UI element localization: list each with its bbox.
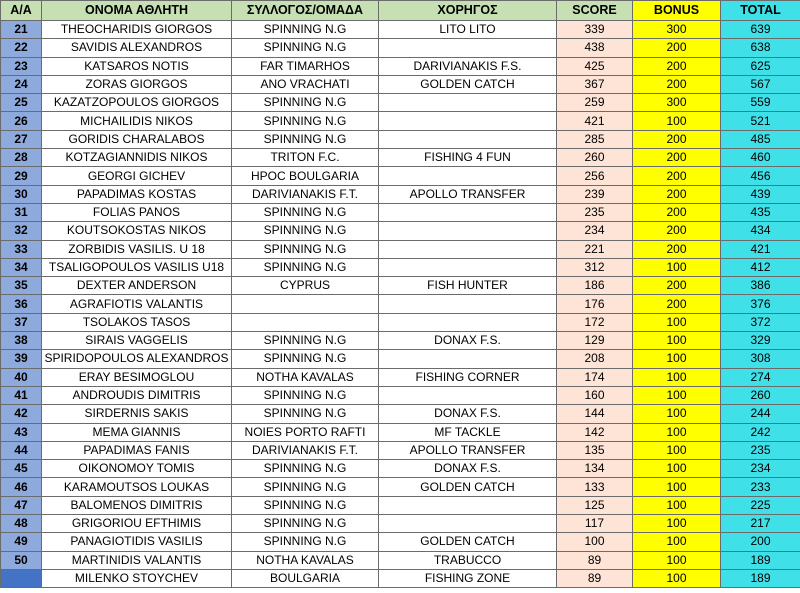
- cell-bonus: 200: [633, 75, 721, 93]
- cell-score: 125: [557, 496, 633, 514]
- cell-bonus: 100: [633, 368, 721, 386]
- cell-club: SPINNING N.G: [232, 222, 379, 240]
- cell-score: 134: [557, 460, 633, 478]
- cell-name: ERAY BESIMOGLOU: [42, 368, 232, 386]
- cell-aa: 26: [1, 112, 42, 130]
- cell-score: 133: [557, 478, 633, 496]
- cell-name: GORIDIS CHARALABOS: [42, 130, 232, 148]
- cell-total: 386: [721, 277, 800, 295]
- cell-aa: 30: [1, 185, 42, 203]
- cell-club: SPINNING N.G: [232, 460, 379, 478]
- cell-club: CYPRUS: [232, 277, 379, 295]
- cell-sponsor: GOLDEN CATCH: [379, 533, 557, 551]
- cell-aa: 24: [1, 75, 42, 93]
- cell-name: TSOLAKOS TASOS: [42, 313, 232, 331]
- table-row: [1, 39, 800, 57]
- cell-total: 233: [721, 478, 800, 496]
- table-row: [1, 515, 800, 533]
- cell-name: ZORBIDIS VASILIS. U 18: [42, 240, 232, 258]
- cell-bonus: 200: [633, 130, 721, 148]
- table-row: [1, 149, 800, 167]
- cell-sponsor: DARIVIANAKIS F.S.: [379, 57, 557, 75]
- table-row: [1, 94, 800, 112]
- cell-sponsor: [379, 94, 557, 112]
- cell-sponsor: [379, 350, 557, 368]
- cell-club: SPINNING N.G: [232, 533, 379, 551]
- table-row: [1, 21, 800, 39]
- header-club: ΣΥΛΛΟΓΟΣ/ΟΜΑΔΑ: [232, 1, 379, 21]
- cell-aa: 42: [1, 405, 42, 423]
- cell-score: 285: [557, 130, 633, 148]
- cell-score: 312: [557, 258, 633, 276]
- table-row: [1, 460, 800, 478]
- table-row: [1, 496, 800, 514]
- cell-sponsor: GOLDEN CATCH: [379, 75, 557, 93]
- header-score: SCORE: [557, 1, 633, 21]
- table-row: [1, 332, 800, 350]
- cell-bonus: 200: [633, 277, 721, 295]
- cell-total: 638: [721, 39, 800, 57]
- cell-sponsor: DONAX F.S.: [379, 332, 557, 350]
- cell-name: MICHAILIDIS NIKOS: [42, 112, 232, 130]
- cell-bonus: 200: [633, 167, 721, 185]
- cell-aa: 41: [1, 386, 42, 404]
- cell-total: 260: [721, 386, 800, 404]
- cell-total: 434: [721, 222, 800, 240]
- cell-score: 172: [557, 313, 633, 331]
- cell-bonus: 200: [633, 39, 721, 57]
- cell-total: 200: [721, 533, 800, 551]
- cell-club: SPINNING N.G: [232, 405, 379, 423]
- table-row: [1, 551, 800, 569]
- cell-aa: 32: [1, 222, 42, 240]
- cell-name: SIRDERNIS SAKIS: [42, 405, 232, 423]
- cell-club: FAR TIMARHOS: [232, 57, 379, 75]
- cell-name: SPIRIDOPOULOS ALEXANDROS: [42, 350, 232, 368]
- header-row: [1, 1, 800, 21]
- cell-aa: 49: [1, 533, 42, 551]
- cell-bonus: 200: [633, 149, 721, 167]
- cell-bonus: 100: [633, 350, 721, 368]
- cell-aa: 33: [1, 240, 42, 258]
- cell-club: [232, 295, 379, 313]
- cell-total: 372: [721, 313, 800, 331]
- cell-bonus: 100: [633, 478, 721, 496]
- cell-sponsor: [379, 258, 557, 276]
- table-row: [1, 386, 800, 404]
- table-row: [1, 240, 800, 258]
- cell-score: 176: [557, 295, 633, 313]
- cell-bonus: 100: [633, 515, 721, 533]
- cell-sponsor: FISHING 4 FUN: [379, 149, 557, 167]
- cell-total: 460: [721, 149, 800, 167]
- cell-bonus: 100: [633, 551, 721, 569]
- cell-club: SPINNING N.G: [232, 203, 379, 221]
- cell-score: 117: [557, 515, 633, 533]
- cell-name: KARAMOUTSOS LOUKAS: [42, 478, 232, 496]
- table-row: [1, 478, 800, 496]
- cell-score: 234: [557, 222, 633, 240]
- cell-sponsor: [379, 222, 557, 240]
- cell-aa: 43: [1, 423, 42, 441]
- cell-name: THEOCHARIDIS GIORGOS: [42, 21, 232, 39]
- header-total: TOTAL: [721, 1, 800, 21]
- cell-sponsor: LITO LITO: [379, 21, 557, 39]
- cell-score: 208: [557, 350, 633, 368]
- cell-name: KATSAROS NOTIS: [42, 57, 232, 75]
- cell-aa: 46: [1, 478, 42, 496]
- header-bonus: BONUS: [633, 1, 721, 21]
- cell-club: BOULGARIA: [232, 569, 379, 587]
- cell-score: 438: [557, 39, 633, 57]
- table-row: [1, 75, 800, 93]
- cell-club: SPINNING N.G: [232, 130, 379, 148]
- cell-total: 421: [721, 240, 800, 258]
- header-name: ΟΝΟΜΑ ΑΘΛΗΤΗ: [42, 1, 232, 21]
- cell-aa: 21: [1, 21, 42, 39]
- cell-club: NOTHA KAVALAS: [232, 551, 379, 569]
- cell-sponsor: [379, 39, 557, 57]
- cell-bonus: 200: [633, 222, 721, 240]
- cell-bonus: 100: [633, 496, 721, 514]
- cell-sponsor: DONAX F.S.: [379, 405, 557, 423]
- cell-sponsor: DONAX F.S.: [379, 460, 557, 478]
- cell-bonus: 100: [633, 332, 721, 350]
- cell-score: 89: [557, 551, 633, 569]
- cell-club: ANO VRACHATI: [232, 75, 379, 93]
- table-row: [1, 185, 800, 203]
- table-row: [1, 441, 800, 459]
- cell-name: DEXTER ANDERSON: [42, 277, 232, 295]
- cell-name: KOTZAGIANNIDIS NIKOS: [42, 149, 232, 167]
- cell-name: MARTINIDIS VALANTIS: [42, 551, 232, 569]
- cell-club: DARIVIANAKIS F.T.: [232, 441, 379, 459]
- cell-sponsor: [379, 496, 557, 514]
- cell-club: NOTHA KAVALAS: [232, 368, 379, 386]
- cell-total: 435: [721, 203, 800, 221]
- cell-bonus: 300: [633, 94, 721, 112]
- cell-club: SPINNING N.G: [232, 496, 379, 514]
- cell-total: 521: [721, 112, 800, 130]
- cell-bonus: 100: [633, 386, 721, 404]
- table-row: [1, 405, 800, 423]
- table-row: [1, 277, 800, 295]
- cell-score: 174: [557, 368, 633, 386]
- cell-total: 189: [721, 569, 800, 587]
- cell-total: 567: [721, 75, 800, 93]
- cell-name: FOLIAS PANOS: [42, 203, 232, 221]
- cell-club: SPINNING N.G: [232, 350, 379, 368]
- cell-aa: 31: [1, 203, 42, 221]
- cell-club: SPINNING N.G: [232, 21, 379, 39]
- cell-score: 135: [557, 441, 633, 459]
- cell-bonus: 200: [633, 240, 721, 258]
- cell-club: SPINNING N.G: [232, 386, 379, 404]
- cell-total: 439: [721, 185, 800, 203]
- cell-total: 217: [721, 515, 800, 533]
- cell-name: SIRAIS VAGGELIS: [42, 332, 232, 350]
- cell-score: 100: [557, 533, 633, 551]
- cell-aa: 27: [1, 130, 42, 148]
- cell-name: PAPADIMAS KOSTAS: [42, 185, 232, 203]
- cell-club: SPINNING N.G: [232, 112, 379, 130]
- cell-name: KOUTSOKOSTAS NIKOS: [42, 222, 232, 240]
- table-row: [1, 112, 800, 130]
- cell-total: 559: [721, 94, 800, 112]
- cell-bonus: 100: [633, 423, 721, 441]
- cell-score: 142: [557, 423, 633, 441]
- cell-bonus: 200: [633, 203, 721, 221]
- cell-name: OIKONOMOY TOMIS: [42, 460, 232, 478]
- table-row: [1, 222, 800, 240]
- cell-aa: 34: [1, 258, 42, 276]
- cell-name: KAZATZOPOULOS GIORGOS: [42, 94, 232, 112]
- cell-sponsor: [379, 130, 557, 148]
- table-row: [1, 130, 800, 148]
- cell-score: 235: [557, 203, 633, 221]
- cell-sponsor: [379, 203, 557, 221]
- cell-club: TRITON F.C.: [232, 149, 379, 167]
- cell-sponsor: FISHING CORNER: [379, 368, 557, 386]
- cell-bonus: 300: [633, 21, 721, 39]
- cell-club: DARIVIANAKIS F.T.: [232, 185, 379, 203]
- cell-score: 129: [557, 332, 633, 350]
- cell-name: ANDROUDIS DIMITRIS: [42, 386, 232, 404]
- cell-score: 256: [557, 167, 633, 185]
- cell-club: NOIES PORTO RAFTI: [232, 423, 379, 441]
- cell-club: SPINNING N.G: [232, 332, 379, 350]
- cell-score: 367: [557, 75, 633, 93]
- cell-score: 260: [557, 149, 633, 167]
- cell-total: 308: [721, 350, 800, 368]
- cell-total: 485: [721, 130, 800, 148]
- cell-sponsor: [379, 167, 557, 185]
- cell-total: 456: [721, 167, 800, 185]
- cell-aa: 39: [1, 350, 42, 368]
- table-row: [1, 350, 800, 368]
- header-aa: A/A: [1, 1, 42, 21]
- cell-score: 339: [557, 21, 633, 39]
- table-row: [1, 295, 800, 313]
- cell-aa: 48: [1, 515, 42, 533]
- cell-bonus: 100: [633, 441, 721, 459]
- table-row: [1, 368, 800, 386]
- cell-bonus: 100: [633, 533, 721, 551]
- cell-name: MILENKO STOYCHEV: [42, 569, 232, 587]
- cell-club: SPINNING N.G: [232, 515, 379, 533]
- cell-club: SPINNING N.G: [232, 94, 379, 112]
- cell-bonus: 100: [633, 460, 721, 478]
- table-row: [1, 203, 800, 221]
- cell-score: 89: [557, 569, 633, 587]
- cell-total: 625: [721, 57, 800, 75]
- cell-total: 412: [721, 258, 800, 276]
- cell-aa: 25: [1, 94, 42, 112]
- cell-score: 144: [557, 405, 633, 423]
- cell-sponsor: [379, 313, 557, 331]
- cell-score: 421: [557, 112, 633, 130]
- cell-bonus: 100: [633, 313, 721, 331]
- cell-sponsor: [379, 240, 557, 258]
- cell-sponsor: [379, 295, 557, 313]
- cell-name: ZORAS GIORGOS: [42, 75, 232, 93]
- cell-aa: 29: [1, 167, 42, 185]
- cell-sponsor: [379, 386, 557, 404]
- cell-total: 225: [721, 496, 800, 514]
- cell-bonus: 200: [633, 185, 721, 203]
- cell-score: 239: [557, 185, 633, 203]
- cell-name: GRIGORIOU EFTHIMIS: [42, 515, 232, 533]
- cell-total: 329: [721, 332, 800, 350]
- cell-club: [232, 313, 379, 331]
- cell-name: AGRAFIOTIS VALANTIS: [42, 295, 232, 313]
- cell-aa: 22: [1, 39, 42, 57]
- table-row: [1, 57, 800, 75]
- cell-club: HPOC BOULGARIA: [232, 167, 379, 185]
- cell-score: 425: [557, 57, 633, 75]
- cell-aa: 44: [1, 441, 42, 459]
- cell-aa: 40: [1, 368, 42, 386]
- cell-total: 639: [721, 21, 800, 39]
- cell-aa: 28: [1, 149, 42, 167]
- cell-aa: 47: [1, 496, 42, 514]
- cell-total: 189: [721, 551, 800, 569]
- cell-name: SAVIDIS ALEXANDROS: [42, 39, 232, 57]
- cell-aa: 23: [1, 57, 42, 75]
- table-row: [1, 533, 800, 551]
- cell-club: SPINNING N.G: [232, 240, 379, 258]
- cell-name: PAPADIMAS FANIS: [42, 441, 232, 459]
- cell-sponsor: FISHING ZONE: [379, 569, 557, 587]
- cell-name: PANAGIOTIDIS VASILIS: [42, 533, 232, 551]
- cell-bonus: 100: [633, 569, 721, 587]
- cell-score: 160: [557, 386, 633, 404]
- cell-aa: 36: [1, 295, 42, 313]
- table-row: [1, 569, 800, 587]
- cell-aa: 35: [1, 277, 42, 295]
- cell-score: 259: [557, 94, 633, 112]
- cell-name: TSALIGOPOULOS VASILIS U18: [42, 258, 232, 276]
- cell-bonus: 200: [633, 295, 721, 313]
- cell-sponsor: GOLDEN CATCH: [379, 478, 557, 496]
- cell-total: 376: [721, 295, 800, 313]
- cell-club: SPINNING N.G: [232, 258, 379, 276]
- cell-sponsor: FISH HUNTER: [379, 277, 557, 295]
- cell-name: BALOMENOS DIMITRIS: [42, 496, 232, 514]
- cell-sponsor: MF TACKLE: [379, 423, 557, 441]
- cell-bonus: 100: [633, 405, 721, 423]
- cell-aa: 50: [1, 551, 42, 569]
- cell-bonus: 100: [633, 112, 721, 130]
- cell-aa: 38: [1, 332, 42, 350]
- cell-club: SPINNING N.G: [232, 478, 379, 496]
- cell-sponsor: APOLLO TRANSFER: [379, 185, 557, 203]
- header-sponsor: ΧΟΡΗΓΟΣ: [379, 1, 557, 21]
- cell-name: MEMA GIANNIS: [42, 423, 232, 441]
- cell-total: 244: [721, 405, 800, 423]
- cell-total: 274: [721, 368, 800, 386]
- cell-score: 221: [557, 240, 633, 258]
- cell-bonus: 200: [633, 57, 721, 75]
- table-row: [1, 423, 800, 441]
- cell-bonus: 100: [633, 258, 721, 276]
- cell-club: SPINNING N.G: [232, 39, 379, 57]
- cell-sponsor: TRABUCCO: [379, 551, 557, 569]
- cell-sponsor: [379, 515, 557, 533]
- cell-total: 235: [721, 441, 800, 459]
- cell-total: 234: [721, 460, 800, 478]
- table-body: [1, 21, 800, 588]
- cell-sponsor: APOLLO TRANSFER: [379, 441, 557, 459]
- cell-sponsor: [379, 112, 557, 130]
- cell-total: 242: [721, 423, 800, 441]
- cell-aa: 37: [1, 313, 42, 331]
- cell-aa: [1, 569, 42, 587]
- table-row: [1, 313, 800, 331]
- cell-score: 186: [557, 277, 633, 295]
- table-row: [1, 258, 800, 276]
- table-row: [1, 167, 800, 185]
- cell-aa: 45: [1, 460, 42, 478]
- cell-name: GEORGI GICHEV: [42, 167, 232, 185]
